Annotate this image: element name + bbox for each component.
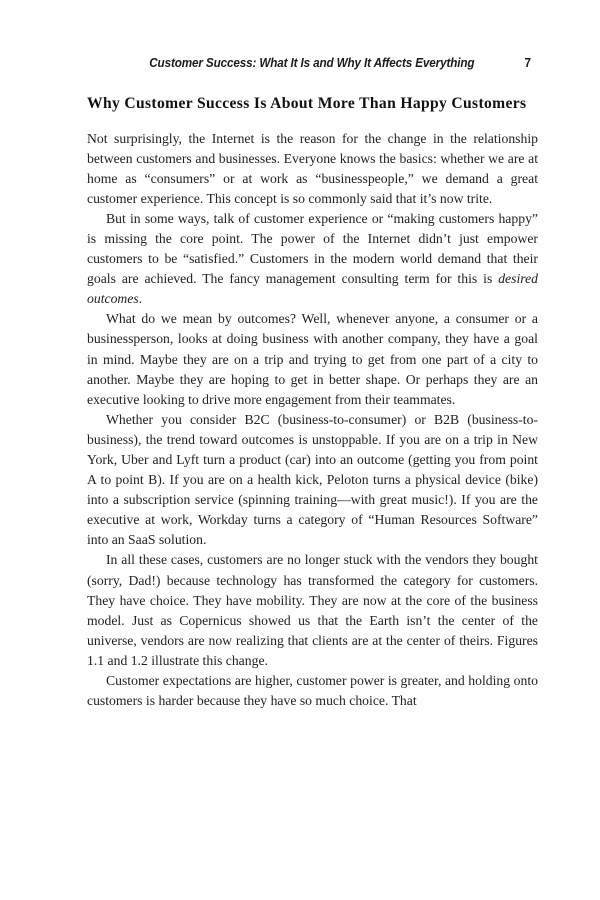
paragraph <box>87 671 538 711</box>
section-heading: Why Customer Success Is About More Than Happy Customers <box>87 95 527 112</box>
text-column <box>87 92 538 711</box>
text-run: Whether you consider B2C (business-to-consumer) or B2B (business-to-business), the trend toward outcomes is unstoppable. If you are on a trip in New York, Uber and Lyft turn a product (car) into an outcome (getting you from point A to point B). If you are on a health kick, Peloton turns a physical device (bike) into a subscription service (spinning training—with great music!). If you are the executive at work, Workday turns a category of “Human Resources Software” into an SaaS solution. <box>87 411 538 548</box>
paragraph <box>87 129 538 209</box>
paragraph <box>87 550 538 671</box>
body-copy <box>87 129 538 712</box>
text-run: Not surprisingly, the Internet is the reason for the change in the relationship between customers and businesses. Everyone knows the basics: whether we are at home as “consumers” or at work as “businesspeople,” we demand a great customer experience. This concept is so commonly said that it’s now trite. <box>87 130 538 206</box>
text-run: . <box>138 291 143 307</box>
paragraph <box>87 309 538 409</box>
emphasis-text: desired outcomes <box>87 271 538 307</box>
running-head-title: Customer Success: What It Is and Why It Affects Everything <box>149 56 475 70</box>
text-run: In all these cases, customers are no longer stuck with the vendors they bought (sorry, Dad!) because technology has transformed the category for customers. They have choice. They have mobility. They are now at the core of the business model. Just as Copernicus showed us that the Earth isn’t the center of the universe, vendors are now realizing that clients are at the center of theirs. Figures 1.1 and 1.2 illustrate this change. <box>87 552 538 668</box>
paragraph <box>87 410 538 551</box>
text-run: What do we mean by outcomes? Well, whenever anyone, a consumer or a businessperson, looks at doing business with another company, they have a goal in mind. Maybe they are on a trip and trying to get from one part of a city to another. Maybe they are hoping to get in better shape. Or perhaps they are an executive looking to drive more engagement from their teammates. <box>87 311 538 407</box>
running-head <box>87 56 537 76</box>
paragraph <box>87 209 538 309</box>
text-run: Customer expectations are higher, customer power is greater, and holding onto customers is harder because they have so much choice. That <box>87 673 538 709</box>
text-run: But in some ways, talk of customer experience or “making customers happy” is missing the core point. The power of the Internet didn’t just empower customers to be “satisfied.” Customers in the modern world demand that their goals are achieved. The fancy management consulting term for this is <box>87 210 538 287</box>
page-number: 7 <box>524 56 531 70</box>
